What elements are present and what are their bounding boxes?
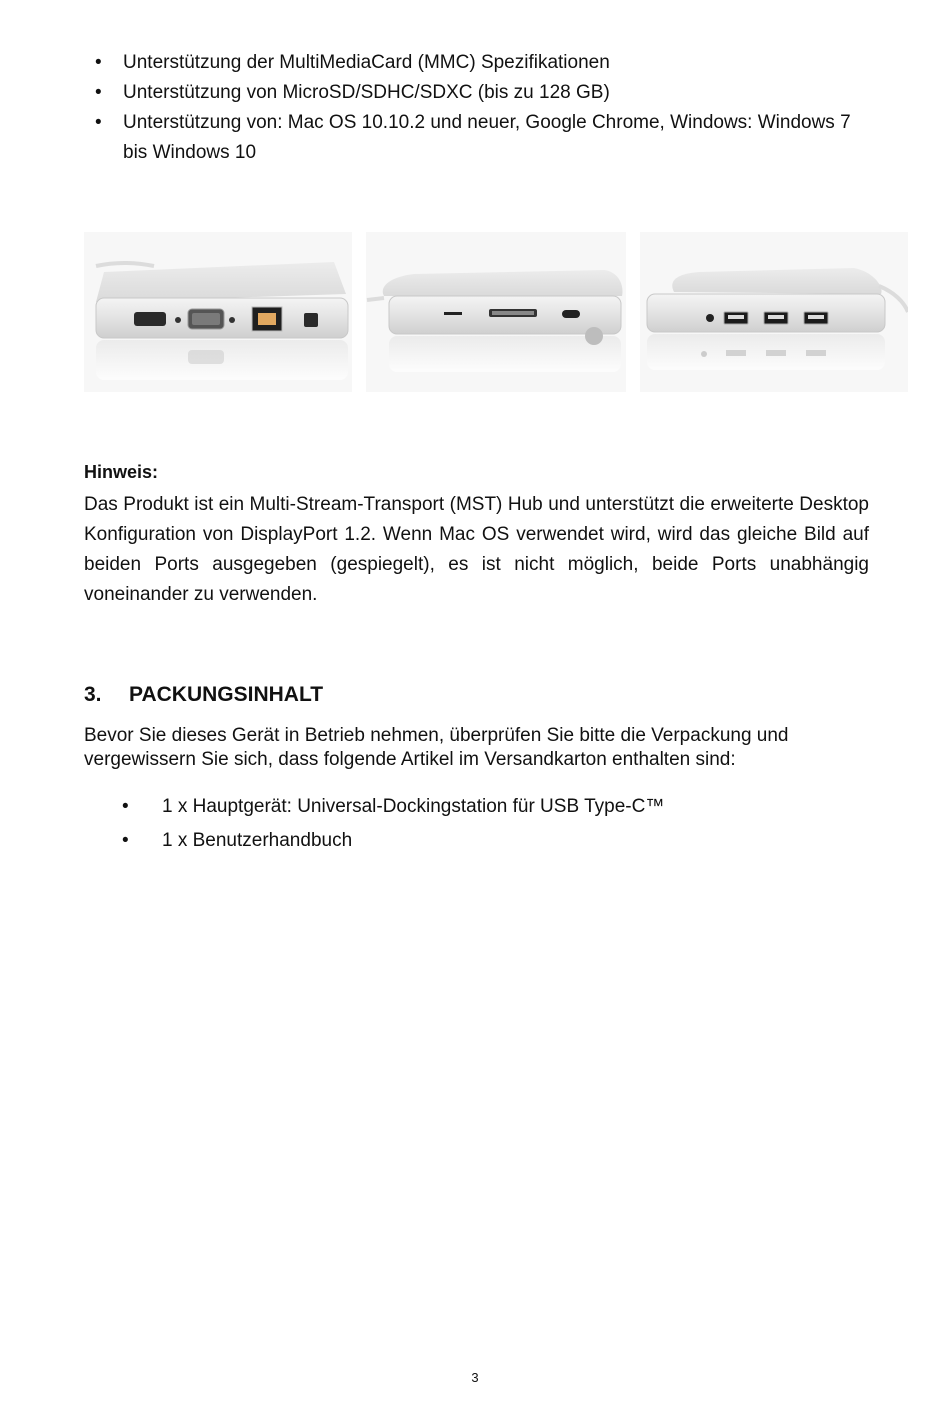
section-intro: Bevor Sie dieses Gerät in Betrieb nehmen, überprüfen Sie bitte die Verpackung und vergewissern Sie sich, dass folgende Artikel im Versandkarton enthalten sind:	[84, 725, 789, 770]
note-title: Hinweis:	[84, 462, 159, 482]
spec-bullet: • Unterstützung von: Mac OS 10.10.2 und neuer, Google Chrome, Windows: Windows 7 bis Windows 10	[95, 108, 855, 168]
list-item: • 1 x Hauptgerät: Universal-Dockingstation für USB Type-C™	[122, 790, 822, 824]
docking-station-left-view	[84, 232, 352, 392]
section-number: 3.	[84, 683, 102, 706]
spec-bullet-list	[95, 48, 855, 168]
spec-bullet: • Unterstützung von MicroSD/SDHC/SDXC (bis zu 128 GB)	[95, 78, 855, 108]
section-title: PACKUNGSINHALT	[129, 683, 324, 706]
package-contents-list	[122, 790, 822, 858]
list-item: • 1 x Benutzerhandbuch	[122, 824, 822, 858]
docking-station-front-view	[366, 232, 626, 392]
spec-bullet: • Unterstützung der MultiMediaCard (MMC) Spezifikationen	[95, 48, 855, 78]
docking-station-photos	[84, 232, 908, 392]
note-text: Das Produkt ist ein Multi-Stream-Transport (MST) Hub und unterstützt die erweiterte Desktop Konfiguration von DisplayPort 1.2. Wenn Mac OS verwendet wird, wird das gleiche Bild auf beiden Ports ausgegeben (gespiegelt), es ist nicht möglich, beide Ports unabhängig voneinander zu verwenden.	[84, 494, 869, 605]
section-heading	[84, 683, 323, 707]
page-number: 3	[471, 1370, 479, 1385]
docking-station-right-view	[640, 232, 908, 392]
